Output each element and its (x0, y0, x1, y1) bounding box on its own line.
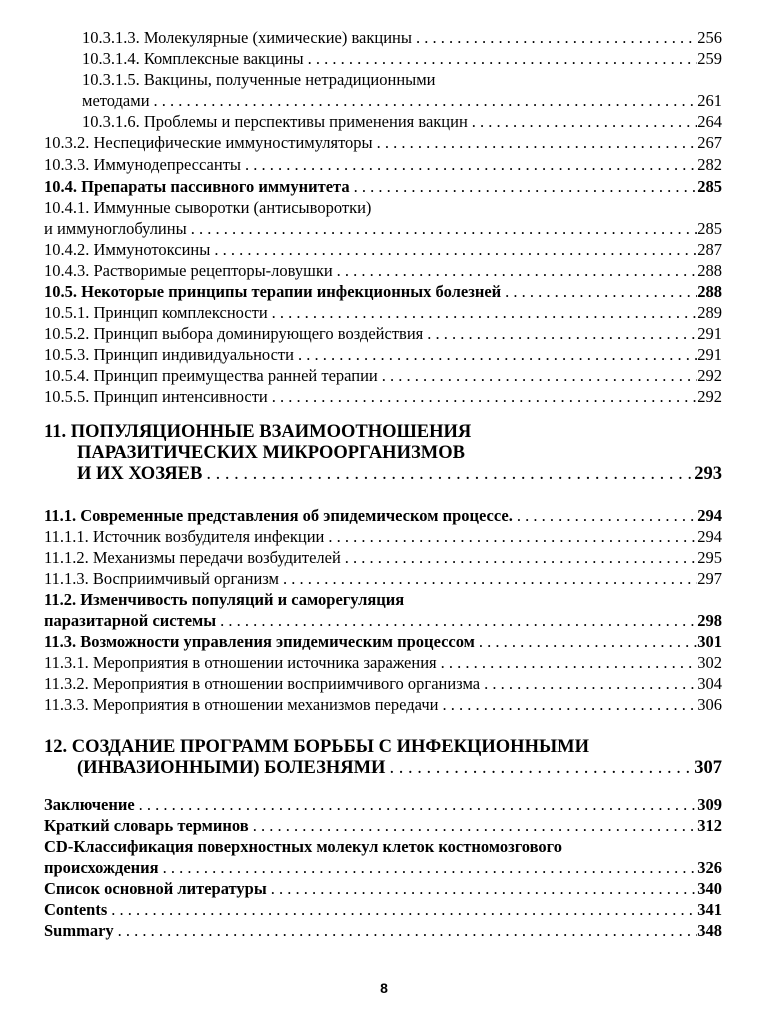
toc-dot-leader (350, 176, 698, 198)
toc-dot-leader (268, 302, 698, 324)
toc-entry-line (44, 920, 722, 942)
toc-entry-title: (ИНВАЗИОННЫМИ) БОЛЕЗНЯМИ (77, 758, 386, 778)
toc-dot-leader (513, 505, 697, 527)
toc-dot-leader (378, 365, 697, 387)
toc-entry-title: 11.1.1. Источник возбудителя инфекции (44, 527, 325, 546)
toc-entry-line (44, 323, 722, 345)
toc-dot-leader (202, 463, 694, 485)
toc-entry-line (44, 899, 722, 921)
toc-dot-leader (210, 239, 697, 261)
toc-dot-leader (501, 281, 697, 303)
toc-entry-heading-line: 11.2. Изменчивость популяций и саморегуляция (44, 590, 405, 609)
toc-entry-title: 11.1. Современные представления об эпидемическом процессе. (44, 506, 513, 525)
toc-dot-leader (135, 794, 698, 816)
toc-dot-leader (241, 154, 697, 176)
toc-entry-page-number: 348 (697, 921, 722, 940)
toc-dot-leader (294, 344, 697, 366)
toc-entry-page-number: 302 (697, 653, 722, 672)
toc-entry-line (44, 176, 722, 198)
toc-entry-title: 10.3.1.6. Проблемы и перспективы применения вакцин (82, 112, 468, 131)
toc-entry-page-number: 256 (697, 28, 722, 47)
toc-entry-line (44, 505, 722, 527)
toc-entry-page-number: 285 (697, 177, 722, 196)
toc-entry-title: методами (82, 91, 150, 110)
toc-entry-title: 10.3.1.4. Комплексные вакцины (82, 49, 304, 68)
toc-entry-line (44, 694, 722, 716)
toc-entry-page-number: 291 (697, 345, 722, 364)
toc-entry-title: происхождения (44, 858, 159, 877)
toc-entry-title: 10.5.1. Принцип комплексности (44, 303, 268, 322)
toc-dot-leader (159, 857, 698, 879)
toc-entry-page-number: 264 (697, 112, 722, 131)
toc-entry-line (44, 281, 722, 303)
toc-dot-leader (304, 48, 698, 70)
toc-entry-line (82, 111, 722, 133)
toc-entry-page-number: 307 (694, 758, 722, 778)
toc-entry-page-number: 287 (697, 240, 722, 259)
toc-entry-title: 10.5.4. Принцип преимущества ранней терапии (44, 366, 378, 385)
toc-entry-page-number: 294 (697, 527, 722, 546)
toc-dot-leader (475, 631, 697, 653)
toc-entry-title: 11.3.3. Мероприятия в отношении механизмов передачи (44, 695, 439, 714)
toc-entry-heading-line: ПАРАЗИТИЧЕСКИХ МИКРООРГАНИЗМОВ (77, 443, 465, 463)
toc-entry-line (44, 218, 722, 240)
toc-entry-heading-line: CD-Классификация поверхностных молекул клеток костномозгового (44, 837, 563, 856)
toc-entry-page-number: 261 (697, 91, 722, 110)
toc-entry-heading-line: 10.4.1. Иммунные сыворотки (антисыворотки) (44, 198, 372, 217)
toc-entry-page-number: 293 (694, 464, 722, 484)
toc-dot-leader (412, 27, 697, 49)
toc-dot-leader (267, 878, 698, 900)
toc-entry-page-number: 295 (697, 548, 722, 567)
toc-entry-page-number: 292 (697, 366, 722, 385)
toc-entry-line (82, 48, 722, 70)
toc-entry-page-number: 298 (697, 611, 722, 630)
toc-entry-line (44, 386, 722, 408)
toc-entry-title: 11.3.1. Мероприятия в отношении источника заражения (44, 653, 437, 672)
toc-entry-heading-line: 10.3.1.5. Вакцины, полученные нетрадиционными (82, 70, 436, 89)
toc-entry-title: и иммуноглобулины (44, 219, 187, 238)
toc-entry-line (77, 757, 722, 779)
toc-dot-leader (480, 673, 697, 695)
toc-dot-leader (114, 920, 698, 942)
toc-entry-line (44, 365, 722, 387)
toc-entry-page-number: 282 (697, 155, 722, 174)
toc-dot-leader (187, 218, 698, 240)
toc-entry-line (44, 815, 722, 837)
toc-entry-title: Заключение (44, 795, 135, 814)
toc-entry-title: 10.3.3. Иммунодепрессанты (44, 155, 241, 174)
toc-entry-line (44, 794, 722, 816)
toc-entry-line (82, 90, 722, 112)
toc-entry-title: 10.5.5. Принцип интенсивности (44, 387, 268, 406)
toc-entry-title: 10.5. Некоторые принципы терапии инфекционных болезней (44, 282, 502, 301)
toc-entry-title: паразитарной системы (44, 611, 217, 630)
toc-dot-leader (373, 132, 698, 154)
toc-entry-line (44, 239, 722, 261)
toc-entry-page-number: 309 (697, 795, 722, 814)
toc-entry-line (44, 568, 722, 590)
toc-entry-title: 11.1.3. Восприимчивый организм (44, 569, 279, 588)
toc-entry-title: 10.3.2. Неспецифические иммуностимуляторы (44, 133, 373, 152)
toc-entry-page-number: 312 (697, 816, 722, 835)
toc-entry-title: 10.4.3. Растворимые рецепторы-ловушки (44, 261, 333, 280)
toc-entry-page-number: 326 (697, 858, 722, 877)
toc-dot-leader (468, 111, 697, 133)
toc-dot-leader (341, 547, 697, 569)
toc-entry-page-number: 267 (697, 133, 722, 152)
toc-entry-title: 11.3. Возможности управления эпидемическим процессом (44, 632, 475, 651)
toc-entry-page-number: 341 (697, 900, 722, 919)
toc-entry-line (44, 857, 722, 879)
toc-dot-leader (216, 610, 697, 632)
toc-entry-heading-line: 12. СОЗДАНИЕ ПРОГРАММ БОРЬБЫ С ИНФЕКЦИОННЫМИ (44, 737, 589, 757)
toc-entry-page-number: 306 (697, 695, 722, 714)
toc-dot-leader (437, 652, 698, 674)
toc-entry-title: 11.3.2. Мероприятия в отношении восприимчивого организма (44, 674, 481, 693)
toc-entry-line (44, 260, 722, 282)
toc-entry-title: 10.4. Препараты пассивного иммунитета (44, 177, 350, 196)
toc-entry-page-number: 285 (697, 219, 722, 238)
toc-entry-page-number: 297 (697, 569, 722, 588)
page-number: 8 (380, 980, 388, 996)
toc-entry-line (44, 526, 722, 548)
toc-entry-line (44, 547, 722, 569)
toc-entry-page-number: 304 (697, 674, 722, 693)
toc-entry-title: Список основной литературы (44, 879, 267, 898)
toc-entry-page-number: 291 (697, 324, 722, 343)
toc-entry-page-number: 301 (697, 632, 722, 651)
toc-entry-page-number: 294 (697, 506, 722, 525)
toc-dot-leader (324, 526, 697, 548)
toc-entry-title: 10.3.1.3. Молекулярные (химические) вакцины (82, 28, 412, 47)
toc-entry-line (44, 878, 722, 900)
toc-entry-line (44, 610, 722, 632)
toc-entry-title: 10.5.3. Принцип индивидуальности (44, 345, 294, 364)
toc-dot-leader (438, 694, 697, 716)
toc-entry-line (82, 27, 722, 49)
toc-dot-leader (423, 323, 697, 345)
toc-entry-page-number: 259 (697, 49, 722, 68)
toc-entry-line (77, 463, 722, 485)
toc-dot-leader (385, 757, 694, 779)
toc-entry-heading-line: 11. ПОПУЛЯЦИОННЫЕ ВЗАИМООТНОШЕНИЯ (44, 422, 472, 442)
toc-entry-page-number: 289 (697, 303, 722, 322)
toc-entry-title: Contents (44, 900, 108, 919)
toc-entry-page-number: 292 (697, 387, 722, 406)
toc-entry-page-number: 340 (697, 879, 722, 898)
toc-entry-page-number: 288 (697, 282, 722, 301)
toc-entry-line (44, 631, 722, 653)
toc-entry-title: Summary (44, 921, 114, 940)
toc-dot-leader (279, 568, 697, 590)
toc-entry-title: И ИХ ХОЗЯЕВ (77, 464, 203, 484)
toc-entry-title: 11.1.2. Механизмы передачи возбудителей (44, 548, 341, 567)
toc-entry-line (44, 673, 722, 695)
toc-entry-line (44, 302, 722, 324)
toc-dot-leader (333, 260, 698, 282)
toc-dot-leader (268, 386, 697, 408)
toc-entry-title: 10.5.2. Принцип выбора доминирующего воздействия (44, 324, 424, 343)
toc-entry-title: 10.4.2. Иммунотоксины (44, 240, 211, 259)
toc-entry-line (44, 344, 722, 366)
toc-entry-line (44, 652, 722, 674)
toc-dot-leader (249, 815, 698, 837)
toc-dot-leader (150, 90, 698, 112)
toc-entry-title: Краткий словарь терминов (44, 816, 249, 835)
toc-entry-line (44, 154, 722, 176)
toc-entry-line (44, 132, 722, 154)
toc-entry-page-number: 288 (697, 261, 722, 280)
toc-dot-leader (107, 899, 697, 921)
